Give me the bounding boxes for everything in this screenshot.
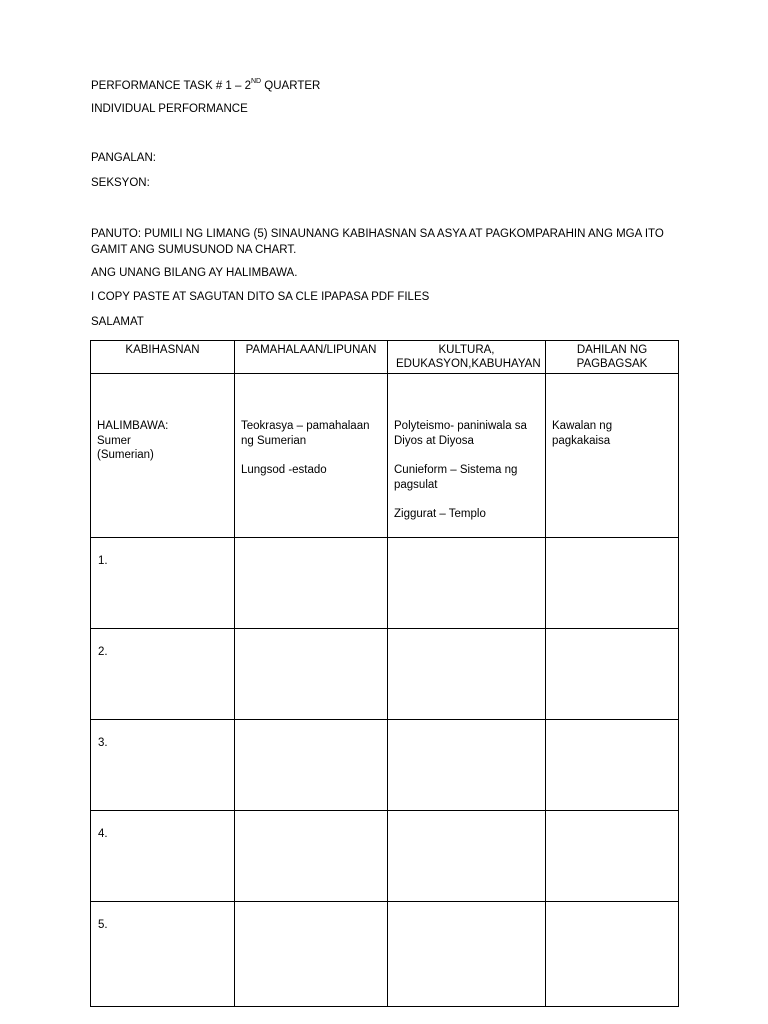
answer-cell[interactable] bbox=[546, 537, 679, 628]
task-title: PERFORMANCE TASK # 1 – 2ND QUARTER bbox=[91, 78, 321, 92]
answer-cell[interactable] bbox=[546, 628, 679, 719]
example-pamahalaan-1: Teokrasya – pamahalaan ng Sumerian bbox=[241, 420, 370, 447]
answer-cell[interactable] bbox=[388, 628, 546, 719]
example-kultura-cell bbox=[388, 374, 546, 538]
header-pamahalaan: PAMAHALAAN/LIPUNAN bbox=[235, 341, 388, 374]
answer-cell[interactable] bbox=[388, 810, 546, 901]
name-label: PANGALAN: bbox=[91, 152, 156, 164]
answer-cell[interactable] bbox=[546, 719, 679, 810]
example-kultura-3: Ziggurat – Templo bbox=[394, 508, 486, 520]
example-pamahalaan-2: Lungsod -estado bbox=[241, 464, 327, 476]
example-pamahalaan-cell bbox=[235, 374, 388, 538]
example-note: ANG UNANG BILANG AY HALIMBAWA. bbox=[91, 267, 298, 279]
answer-cell[interactable] bbox=[235, 719, 388, 810]
answer-cell[interactable] bbox=[235, 628, 388, 719]
row-number: 5. bbox=[91, 901, 235, 1006]
table-row bbox=[91, 810, 679, 901]
row-number: 2. bbox=[91, 628, 235, 719]
answer-cell[interactable] bbox=[235, 810, 388, 901]
header-dahilan: DAHILAN NG PAGBAGSAK bbox=[546, 341, 679, 374]
performance-type: INDIVIDUAL PERFORMANCE bbox=[91, 103, 248, 115]
answer-cell[interactable] bbox=[388, 537, 546, 628]
thanks-text: SALAMAT bbox=[91, 316, 144, 328]
row-number: 3. bbox=[91, 719, 235, 810]
row-number: 4. bbox=[91, 810, 235, 901]
submission-note: I COPY PASTE AT SAGUTAN DITO SA CLE IPAPASA PDF FILES bbox=[91, 291, 430, 303]
answer-cell[interactable] bbox=[235, 901, 388, 1006]
answer-cell[interactable] bbox=[388, 901, 546, 1006]
example-kultura-1: Polyteismo- paniniwala sa Diyos at Diyosa bbox=[394, 420, 527, 447]
table-row bbox=[91, 901, 679, 1006]
header-kultura: KULTURA, EDUKASYON,KABUHAYAN bbox=[388, 341, 546, 374]
example-kultura-2: Cunieform – Sistema ng pagsulat bbox=[394, 464, 518, 491]
row-number: 1. bbox=[91, 537, 235, 628]
answer-cell[interactable] bbox=[235, 537, 388, 628]
instructions-text: PANUTO: PUMILI NG LIMANG (5) SINAUNANG KABIHASNAN SA ASYA AT PAGKOMPARAHIN ANG MGA ITO GAMIT ANG SUMUSUNOD NA CHART. bbox=[91, 228, 664, 256]
table-row bbox=[91, 537, 679, 628]
answer-cell[interactable] bbox=[388, 719, 546, 810]
comparison-table bbox=[90, 340, 679, 1007]
answer-cell[interactable] bbox=[546, 901, 679, 1006]
answer-cell[interactable] bbox=[546, 810, 679, 901]
example-dahilan: Kawalan ng pagkakaisa bbox=[552, 420, 613, 447]
example-kabihasnan-cell bbox=[91, 374, 235, 538]
task-title-superscript: ND bbox=[250, 78, 262, 85]
section-label: SEKSYON: bbox=[91, 177, 150, 189]
example-dahilan-cell bbox=[546, 374, 679, 538]
table-row bbox=[91, 719, 679, 810]
header-kabihasnan: KABIHASNAN bbox=[91, 341, 235, 374]
table-header-row bbox=[91, 341, 679, 374]
table-row bbox=[91, 628, 679, 719]
example-kabihasnan: HALIMBAWA: Sumer (Sumerian) bbox=[97, 420, 169, 461]
example-row bbox=[91, 374, 679, 538]
